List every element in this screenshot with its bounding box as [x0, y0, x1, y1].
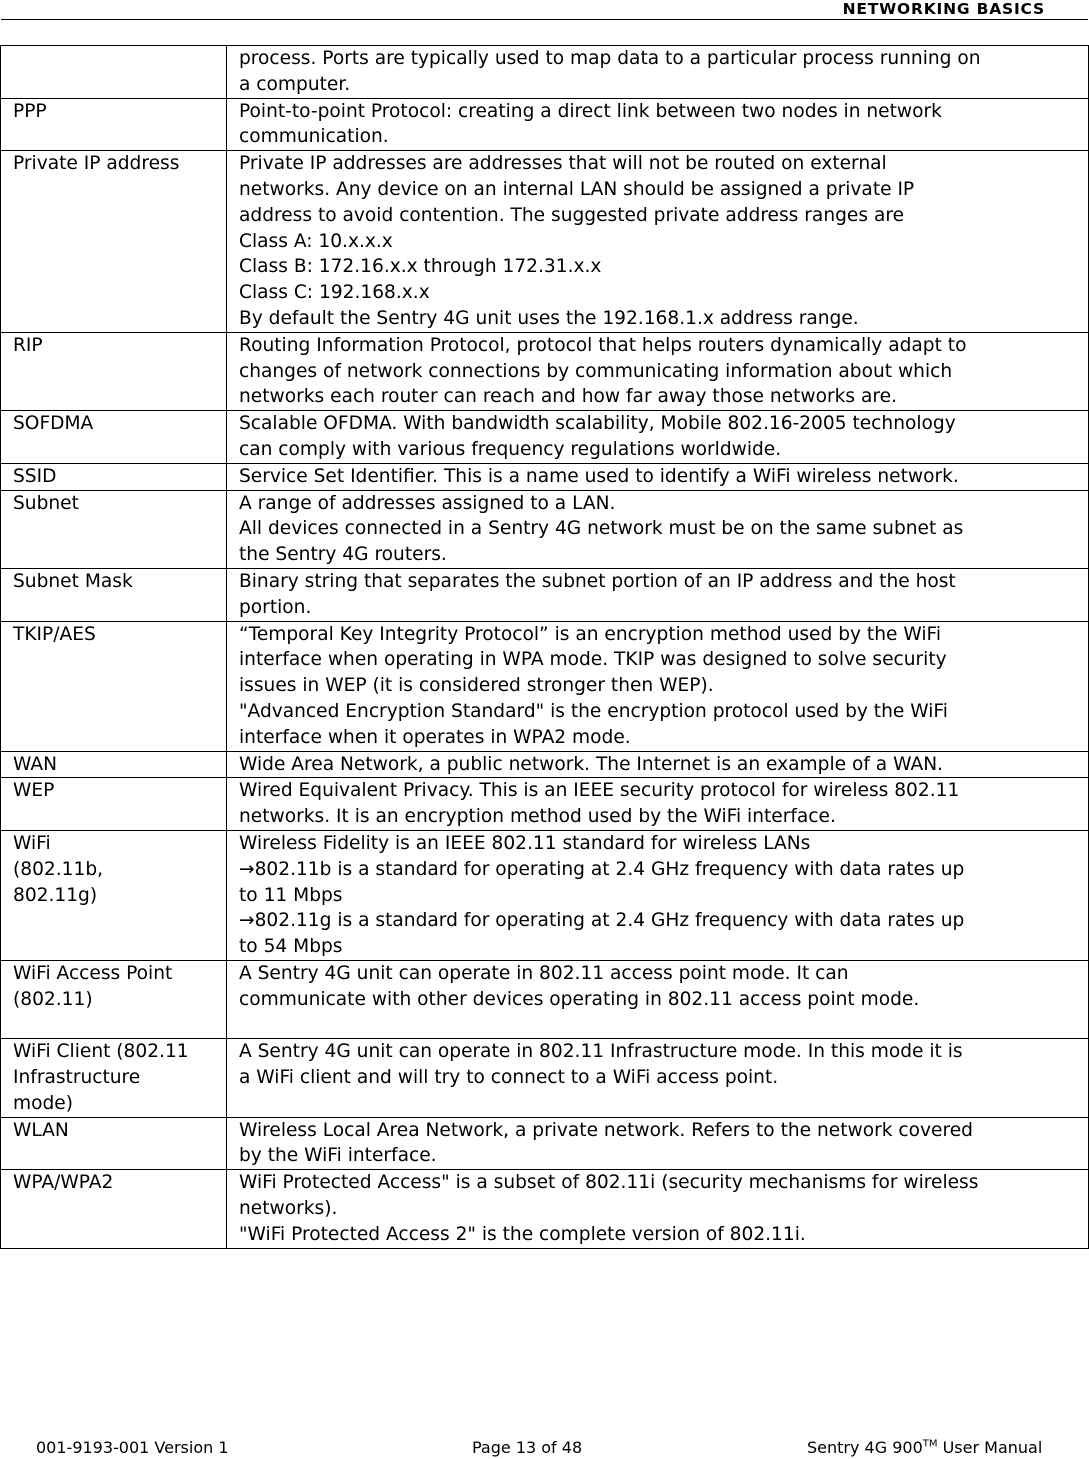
glossary-term — [1, 1117, 227, 1170]
definition-line: Point-to-point Protocol: creating a direct link between two nodes in network — [239, 100, 942, 122]
footer-doc-id: 001-9193-001 Version 1 — [36, 1438, 229, 1457]
term-line: Infrastructure — [13, 1067, 141, 1089]
definition-line: By default the Sentry 4G unit uses the 192.168.1.x address range. — [239, 307, 859, 329]
definition-line: A Sentry 4G unit can operate in 802.11 access point mode. It can — [239, 962, 849, 984]
glossary-row — [1, 1117, 1089, 1170]
definition-line: networks. It is an encryption method used by the WiFi interface. — [239, 806, 836, 828]
glossary-term — [1, 463, 227, 490]
glossary-definition — [227, 568, 1089, 621]
definition-line: Wireless Fidelity is an IEEE 802.11 standard for wireless LANs — [239, 832, 811, 854]
term-line: Private IP address — [13, 153, 180, 175]
definition-line: networks). — [239, 1198, 338, 1220]
glossary-row — [1, 751, 1089, 778]
term-line: WAN — [13, 753, 57, 775]
glossary-row — [1, 151, 1089, 333]
footer-page-number: Page 13 of 48 — [472, 1438, 583, 1457]
definition-line: WiFi Protected Access" is a subset of 802.11i (security mechanisms for wireless — [239, 1172, 979, 1194]
term-line: 802.11g) — [13, 884, 98, 906]
term-line: Subnet — [13, 492, 79, 514]
term-line — [13, 72, 226, 98]
definition-line: address to avoid contention. The suggested private address ranges are — [239, 204, 905, 226]
term-line: WiFi Access Point — [13, 962, 173, 984]
definition-line: Binary string that separates the subnet portion of an IP address and the host — [239, 570, 956, 592]
definition-line: Class B: 172.16.x.x through 172.31.x.x — [239, 256, 602, 278]
glossary-definition — [227, 1039, 1089, 1117]
definition-line: Wide Area Network, a public network. The Internet is an example of a WAN. — [239, 753, 944, 775]
definition-line: a computer. — [239, 73, 351, 95]
definition-line: Private IP addresses are addresses that will not be routed on external — [239, 153, 887, 175]
definition-line: Wireless Local Area Network, a private network. Refers to the network covered — [239, 1119, 973, 1141]
term-line: WPA/WPA2 — [13, 1172, 114, 1194]
glossary-definition — [227, 411, 1089, 464]
glossary-term — [1, 568, 227, 621]
glossary-term — [1, 490, 227, 568]
definition-line: interface when operating in WPA mode. TKIP was designed to solve security — [239, 649, 947, 671]
glossary-definition — [227, 463, 1089, 490]
glossary-term — [1, 751, 227, 778]
definition-line: →802.11b is a standard for operating at 2.4 GHz frequency with data rates up — [239, 858, 965, 880]
glossary-table — [0, 45, 1089, 1249]
definition-line: Class A: 10.x.x.x — [239, 230, 393, 252]
glossary-row — [1, 463, 1089, 490]
term-line: Subnet Mask — [13, 570, 133, 592]
definition-line: interface when it operates in WPA2 mode. — [239, 726, 631, 748]
glossary-definition — [227, 751, 1089, 778]
header-rule — [1, 19, 1088, 20]
glossary-definition — [227, 332, 1089, 410]
glossary-definition — [227, 46, 1089, 99]
definition-line: changes of network connections by communicating information about which — [239, 360, 953, 382]
glossary-definition — [227, 1117, 1089, 1170]
glossary-term — [1, 830, 227, 960]
glossary-term — [1, 332, 227, 410]
definition-line: by the WiFi interface. — [239, 1145, 437, 1167]
definition-line: communicate with other devices operating in 802.11 access point mode. — [239, 988, 920, 1010]
definition-line: process. Ports are typically used to map data to a particular process running on — [239, 48, 981, 69]
footer-trademark: TM — [922, 1438, 938, 1450]
term-line: (802.11b, — [13, 858, 104, 880]
glossary-term — [1, 98, 227, 151]
glossary-row — [1, 411, 1089, 464]
definition-line: “Temporal Key Integrity Protocol” is an encryption method used by the WiFi — [239, 623, 941, 645]
glossary-row — [1, 778, 1089, 831]
glossary-term — [1, 46, 227, 99]
definition-line: A range of addresses assigned to a LAN. — [239, 492, 616, 514]
term-line: WLAN — [13, 1119, 69, 1141]
glossary-definition — [227, 490, 1089, 568]
definition-line: A Sentry 4G unit can operate in 802.11 Infrastructure mode. In this mode it is — [239, 1041, 963, 1063]
glossary-definition — [227, 830, 1089, 960]
glossary-definition — [227, 1170, 1089, 1248]
definition-line: Wired Equivalent Privacy. This is an IEEE security protocol for wireless 802.11 — [239, 780, 960, 802]
definition-line: Class C: 192.168.x.x — [239, 282, 430, 304]
glossary-term — [1, 621, 227, 751]
definition-line: issues in WEP (it is considered stronger then WEP). — [239, 675, 714, 697]
footer-manual-title — [807, 1438, 1042, 1458]
glossary-row — [1, 960, 1089, 1038]
glossary-term — [1, 778, 227, 831]
definition-line: Service Set Identifier. This is a name used to identify a WiFi wireless network. — [239, 465, 959, 487]
term-line — [13, 46, 226, 72]
definition-line: networks. Any device on an internal LAN should be assigned a private IP — [239, 178, 915, 200]
glossary-definition — [227, 151, 1089, 333]
glossary-definition — [227, 621, 1089, 751]
definition-line: networks each router can reach and how far away those networks are. — [239, 386, 897, 408]
footer-manual: User Manual — [937, 1438, 1043, 1457]
glossary-row — [1, 830, 1089, 960]
term-line: PPP — [13, 100, 47, 122]
definition-line: a WiFi client and will try to connect to a WiFi access point. — [239, 1067, 779, 1089]
glossary-row — [1, 332, 1089, 410]
term-line: mode) — [13, 1092, 73, 1114]
definition-line: to 11 Mbps — [239, 884, 343, 906]
definition-line: can comply with various frequency regulations worldwide. — [239, 438, 782, 460]
glossary-definition — [227, 778, 1089, 831]
glossary-definition — [227, 98, 1089, 151]
definition-line: to 54 Mbps — [239, 936, 343, 958]
term-line: (802.11) — [13, 988, 93, 1010]
definition-line: "WiFi Protected Access 2" is the complete version of 802.11i. — [239, 1223, 806, 1245]
glossary-row — [1, 490, 1089, 568]
glossary-term — [1, 960, 227, 1038]
glossary-definition — [227, 960, 1089, 1038]
term-line: TKIP/AES — [13, 623, 96, 645]
definition-line: Scalable OFDMA. With bandwidth scalability, Mobile 802.16-2005 technology — [239, 413, 956, 435]
term-line: RIP — [13, 334, 43, 356]
term-line: SSID — [13, 465, 57, 487]
running-header-title: NETWORKING BASICS — [842, 0, 1045, 18]
definition-line: →802.11g is a standard for operating at 2.4 GHz frequency with data rates up — [239, 910, 965, 932]
glossary-term — [1, 151, 227, 333]
definition-line: Routing Information Protocol, protocol that helps routers dynamically adapt to — [239, 334, 967, 356]
glossary-row — [1, 621, 1089, 751]
glossary-term — [1, 1039, 227, 1117]
footer-product: Sentry 4G 900 — [807, 1438, 923, 1457]
glossary-term — [1, 1170, 227, 1248]
glossary-row — [1, 1170, 1089, 1248]
definition-line: communication. — [239, 126, 389, 148]
definition-line: All devices connected in a Sentry 4G network must be on the same subnet as — [239, 518, 964, 540]
glossary-row — [1, 568, 1089, 621]
glossary-row — [1, 98, 1089, 151]
glossary-row — [1, 1039, 1089, 1117]
definition-line: the Sentry 4G routers. — [239, 544, 447, 566]
term-line: WEP — [13, 780, 55, 802]
term-line: WiFi — [13, 832, 51, 854]
glossary-row — [1, 46, 1089, 99]
definition-line: portion. — [239, 596, 312, 618]
definition-line: "Advanced Encryption Standard" is the encryption protocol used by the WiFi — [239, 700, 948, 722]
term-line: WiFi Client (802.11 — [13, 1041, 189, 1063]
glossary-term — [1, 411, 227, 464]
term-line: SOFDMA — [13, 413, 94, 435]
